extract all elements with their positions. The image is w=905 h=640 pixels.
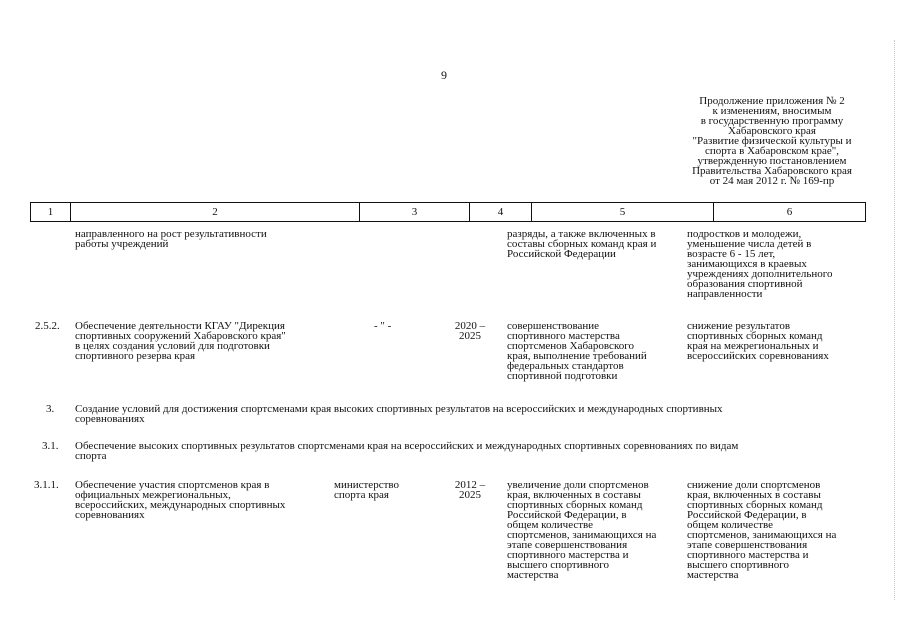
text-line: 2025 xyxy=(459,330,481,342)
appendix-header xyxy=(672,96,872,186)
text-line: 2012 – xyxy=(454,479,486,491)
text-line: разряды, а также включенных в xyxy=(507,228,656,240)
text-line: составы сборных команд края и xyxy=(507,238,657,250)
text-line: совершенствование xyxy=(507,320,600,332)
text-line: направленности xyxy=(687,288,763,300)
cell-text xyxy=(448,480,492,500)
cell-text xyxy=(75,441,738,461)
text-line: образования спортивной xyxy=(687,278,803,290)
text-line: спортсменов, занимающихся на xyxy=(687,529,837,541)
cell-text: - " - xyxy=(374,320,392,332)
row-number: 2.5.2. xyxy=(35,320,60,332)
text-line: работы учреждений xyxy=(75,238,169,250)
header-line: от 24 мая 2012 г. № 169-пр xyxy=(709,175,835,187)
text-line: спортивного мастерства и xyxy=(687,549,809,561)
page-number: 9 xyxy=(441,68,447,82)
text-line: Обеспечение высоких спортивных результатов спортсменами края на всероссийских и международных спортивных соревнованиях по видам xyxy=(75,440,739,452)
text-line: спорта края xyxy=(334,489,389,501)
text-line: края, включенных в составы xyxy=(507,489,641,501)
text-line: спортивных сборных команд xyxy=(687,499,823,511)
text-line: снижение доли спортсменов xyxy=(687,479,821,491)
text-line: общем количестве xyxy=(507,519,594,531)
text-line: увеличение доли спортсменов xyxy=(507,479,649,491)
header-line: спорта в Хабаровском крае", xyxy=(704,145,840,157)
text-line: федеральных стандартов xyxy=(507,360,624,372)
cell-text xyxy=(687,480,836,580)
text-line: подростков и молодежи, xyxy=(687,228,802,240)
cell-text xyxy=(334,480,399,500)
text-line: спортивного мастерства xyxy=(507,330,620,342)
text-line: Обеспечение деятельности КГАУ "Дирекция xyxy=(75,320,285,332)
text-line: Российской Федерации, в xyxy=(687,509,807,521)
text-line: министерство xyxy=(334,479,400,491)
text-line: всероссийских соревнованиях xyxy=(687,350,829,362)
text-line: уменьшение числа детей в xyxy=(687,238,812,250)
column-header: 5 xyxy=(532,203,714,221)
column-header: 3 xyxy=(360,203,470,221)
text-line: спортивного мастерства и xyxy=(507,549,629,561)
text-line: учреждениях дополнительного xyxy=(687,268,833,280)
header-line: Хабаровского края xyxy=(728,125,816,137)
text-line: спортивных сборных команд xyxy=(687,330,823,342)
scan-edge-mark xyxy=(893,40,895,600)
text-line: 2025 xyxy=(459,489,481,501)
text-line: Обеспечение участия спортсменов края в xyxy=(75,479,270,491)
column-header: 4 xyxy=(470,203,532,221)
text-line: общем количестве xyxy=(687,519,774,531)
text-line: Российской Федерации xyxy=(507,248,616,260)
column-header: 1 xyxy=(31,203,71,221)
text-line: занимающихся в краевых xyxy=(687,258,807,270)
text-line: соревнованиях xyxy=(75,509,145,521)
text-line: края, включенных в составы xyxy=(687,489,821,501)
text-line: соревнованиях xyxy=(75,413,145,425)
cell-text xyxy=(448,321,492,341)
text-line: возрасте 6 - 15 лет, xyxy=(687,248,776,260)
text-line: всероссийских, международных спортивных xyxy=(75,499,286,511)
cell-text xyxy=(687,321,829,361)
text-line: спорта xyxy=(75,450,107,462)
cell-text xyxy=(687,229,833,299)
cell-text xyxy=(75,404,723,424)
text-line: снижение результатов xyxy=(687,320,791,332)
text-line: этапе совершенствования xyxy=(507,539,628,551)
text-line: спортсменов Хабаровского xyxy=(507,340,634,352)
text-line: спортивного резерва края xyxy=(75,350,196,362)
header-line: в государственную программу xyxy=(700,115,844,127)
text-line: направленного на рост результативности xyxy=(75,228,267,240)
text-line: высшего спортивного xyxy=(687,559,789,571)
row-number: 3.1. xyxy=(42,440,59,452)
text-line: спортивных сооружений Хабаровского края" xyxy=(75,330,286,342)
header-line: Правительства Хабаровского края xyxy=(692,165,852,177)
header-line: к изменениям, вносимым xyxy=(712,105,832,117)
row-number: 3.1.1. xyxy=(34,479,59,491)
header-line: "Развитие физической культуры и xyxy=(692,135,852,147)
text-line: мастерства xyxy=(687,569,739,581)
cell-text xyxy=(75,229,267,249)
text-line: высшего спортивного xyxy=(507,559,609,571)
text-line: Создание условий для достижения спортсменами края высоких спортивных результатов на всероссийских и международных спортивных xyxy=(75,403,723,415)
text-line: спортивной подготовки xyxy=(507,370,618,382)
text-line: официальных межрегиональных, xyxy=(75,489,231,501)
text-line: 2020 – xyxy=(454,320,486,332)
text-line: в целях создания условий для подготовки xyxy=(75,340,270,352)
cell-text xyxy=(75,321,286,361)
header-line: утвержденную постановлением xyxy=(697,155,847,167)
cell-text xyxy=(507,480,656,580)
text-line: спортсменов, занимающихся на xyxy=(507,529,657,541)
cell-text xyxy=(507,229,656,259)
header-line: Продолжение приложения № 2 xyxy=(699,95,845,107)
cell-text xyxy=(75,480,285,520)
text-line: Российской Федерации, в xyxy=(507,509,627,521)
table-column-headers xyxy=(30,202,866,222)
text-line: этапе совершенствования xyxy=(687,539,808,551)
column-header: 2 xyxy=(71,203,360,221)
cell-text xyxy=(507,321,647,381)
column-header: 6 xyxy=(786,206,793,218)
text-line: спортивных сборных команд xyxy=(507,499,643,511)
text-line: мастерства xyxy=(507,569,559,581)
text-line: края на межрегиональных и xyxy=(687,340,819,352)
row-number: 3. xyxy=(46,403,55,415)
text-line: края, выполнение требований xyxy=(507,350,647,362)
